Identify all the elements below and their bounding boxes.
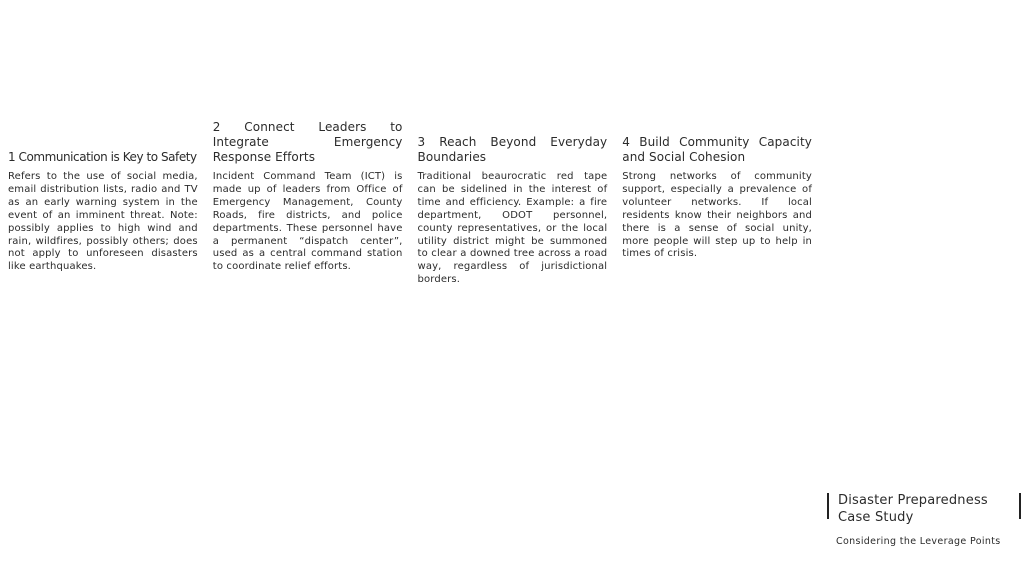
case-study-title: Disaster Preparedness Case Study bbox=[838, 493, 988, 525]
leverage-point-1-body: Refers to the use of social media, email distribution lists, radio and TV as an early warning system in the event of an imminent threat. Note: possibly applies to high wind and rain, wildfires, possibly others; does not apply to unforeseen disasters like earthquakes. bbox=[8, 171, 198, 273]
case-study-title-block bbox=[827, 493, 1021, 525]
leverage-point-2 bbox=[212, 120, 403, 287]
leverage-point-4 bbox=[622, 134, 812, 287]
leverage-point-2-title: 2 Connect Leaders to Integrate Emergency Response Efforts bbox=[212, 120, 403, 164]
leverage-point-3-title: 3 Reach Beyond Everyday Boundaries bbox=[417, 135, 608, 164]
leverage-point-3-body: Traditional beaurocratic red tape can be sidelined in the interest of time and efficiency. Example: a fire department, ODOT personnel, county representatives, or the local utility district might be summoned to clear a downed tree across a road way, regardless of jurisdictional borders. bbox=[417, 171, 608, 286]
leverage-point-1 bbox=[8, 134, 198, 287]
leverage-point-4-title: 4 Build Community Capacity and Social Cohesion bbox=[622, 135, 812, 164]
leverage-point-4-body: Strong networks of community support, especially a prevalence of volunteer networks. If local residents know their neighbors and there is a sense of social unity, more people will step up to help in times of crisis. bbox=[622, 171, 812, 260]
leverage-points-columns bbox=[8, 120, 812, 287]
leverage-point-3 bbox=[418, 134, 608, 287]
leverage-point-1-title: 1 Communication is Key to Safety bbox=[8, 150, 197, 164]
case-study-subtitle: Considering the Leverage Points bbox=[836, 536, 1001, 547]
leverage-point-2-body: Incident Command Team (ICT) is made up of leaders from Office of Emergency Management, County Roads, fire districts, and police departments. These personnel have a permanent “dispatch center”, used as a central command station to coordinate relief efforts. bbox=[212, 171, 403, 273]
